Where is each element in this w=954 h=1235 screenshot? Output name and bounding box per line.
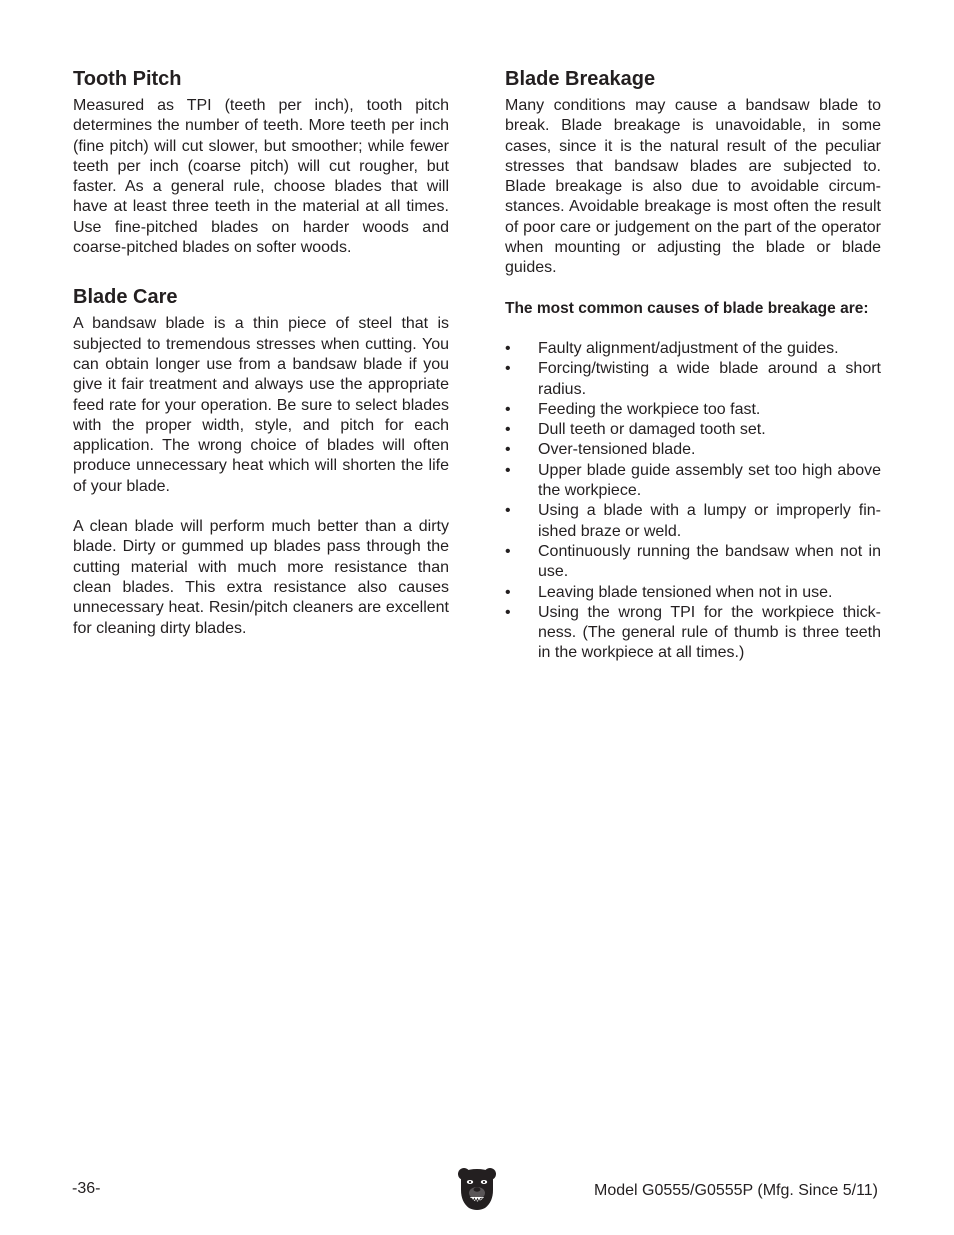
right-column — [505, 66, 881, 664]
causes-lead: The most common causes of blade breakage are: — [505, 299, 869, 317]
section-heading-blade-care: Blade Care — [73, 286, 178, 309]
model-info: Model G0555/G0555P (Mfg. Since 5/11) — [593, 1182, 878, 1199]
bullet-icon: • — [505, 461, 511, 479]
bullet-icon: • — [505, 603, 511, 621]
bear-head-logo-icon — [457, 1166, 497, 1212]
list-item: • Leaving blade tensioned when not in use. — [505, 583, 881, 603]
list-item: • Using a blade with a lumpy or improperly fin-ished braze or weld. — [505, 502, 881, 540]
bullet-icon: • — [505, 583, 511, 601]
list-item: • Upper blade guide assembly set too high above the workpiece. — [505, 461, 881, 500]
list-item: • Dull teeth or damaged tooth set. — [505, 420, 881, 440]
section-heading-tooth-pitch: Tooth Pitch — [73, 68, 182, 90]
bullet-icon: • — [505, 400, 511, 418]
page-number: -36- — [72, 1180, 101, 1197]
section-heading-blade-breakage: Blade Breakage — [505, 68, 656, 90]
list-item: • Using the wrong TPI for the workpiece thick-ness. (The general rule of thumb is three teeth in the workpiece at all times.) — [505, 603, 881, 662]
list-item: • Feeding the workpiece too fast. — [505, 400, 881, 420]
bullet-icon: • — [505, 542, 511, 560]
bullet-icon: • — [505, 441, 511, 459]
list-item: • Faulty alignment/adjustment of the guides. — [505, 339, 881, 359]
bullet-icon: • — [505, 421, 511, 439]
bullet-icon: • — [505, 502, 511, 520]
blade-care-paragraph-1: A bandsaw blade is a thin piece of steel that is subjected to tremendous stresses when cutting. You can obtain longer use from a bandsaw blade if you give it fair treatment and always use the appropriate feed rate for your operation. Be sure to select blades with the proper width, style, and pitch for each application. The wrong choice of blades will often produce unnecessary heat which will shorten the life of your blade. — [73, 315, 449, 495]
blade-breakage-intro: Many conditions may cause a bandsaw blade to break. Blade breakage is unavoidable, in some cases, since it is the natural result of the peculiar stresses that bandsaw blades are subjected to. Blade breakage is also due to avoidable circum-stances. Avoidable breakage is most often the result of poor care or judgement on the part of the operator when mounting or adjusting the blade or blade guides. — [505, 97, 881, 277]
bullet-icon: • — [505, 339, 511, 357]
left-column — [73, 66, 449, 639]
list-item: • Forcing/twisting a wide blade around a short radius. — [505, 360, 881, 398]
list-item: • Over-tensioned blade. — [505, 440, 881, 460]
tooth-pitch-paragraph: Measured as TPI (teeth per inch), tooth pitch determines the number of teeth. More teeth per inch (fine pitch) will cut slower, but smoother; while fewer teeth per inch (coarse pitch) will cut rougher, but faster. As a general rule, choose blades that will have at least three teeth in the material at all times. Use fine-pitched blades on harder woods and coarse-pitched blades on softer woods. — [73, 97, 449, 257]
blade-care-paragraph-2: A clean blade will perform much better than a dirty blade. Dirty or gummed up blades pass through the cutting material with much more resistance than clean blades. This extra resistance also causes unnecessary heat. Resin/pitch cleaners are excellent for cleaning dirty blades. — [73, 518, 449, 637]
list-item: • Continuously running the bandsaw when not in use. — [505, 542, 881, 581]
causes-list — [505, 339, 881, 664]
bullet-icon: • — [505, 360, 511, 378]
